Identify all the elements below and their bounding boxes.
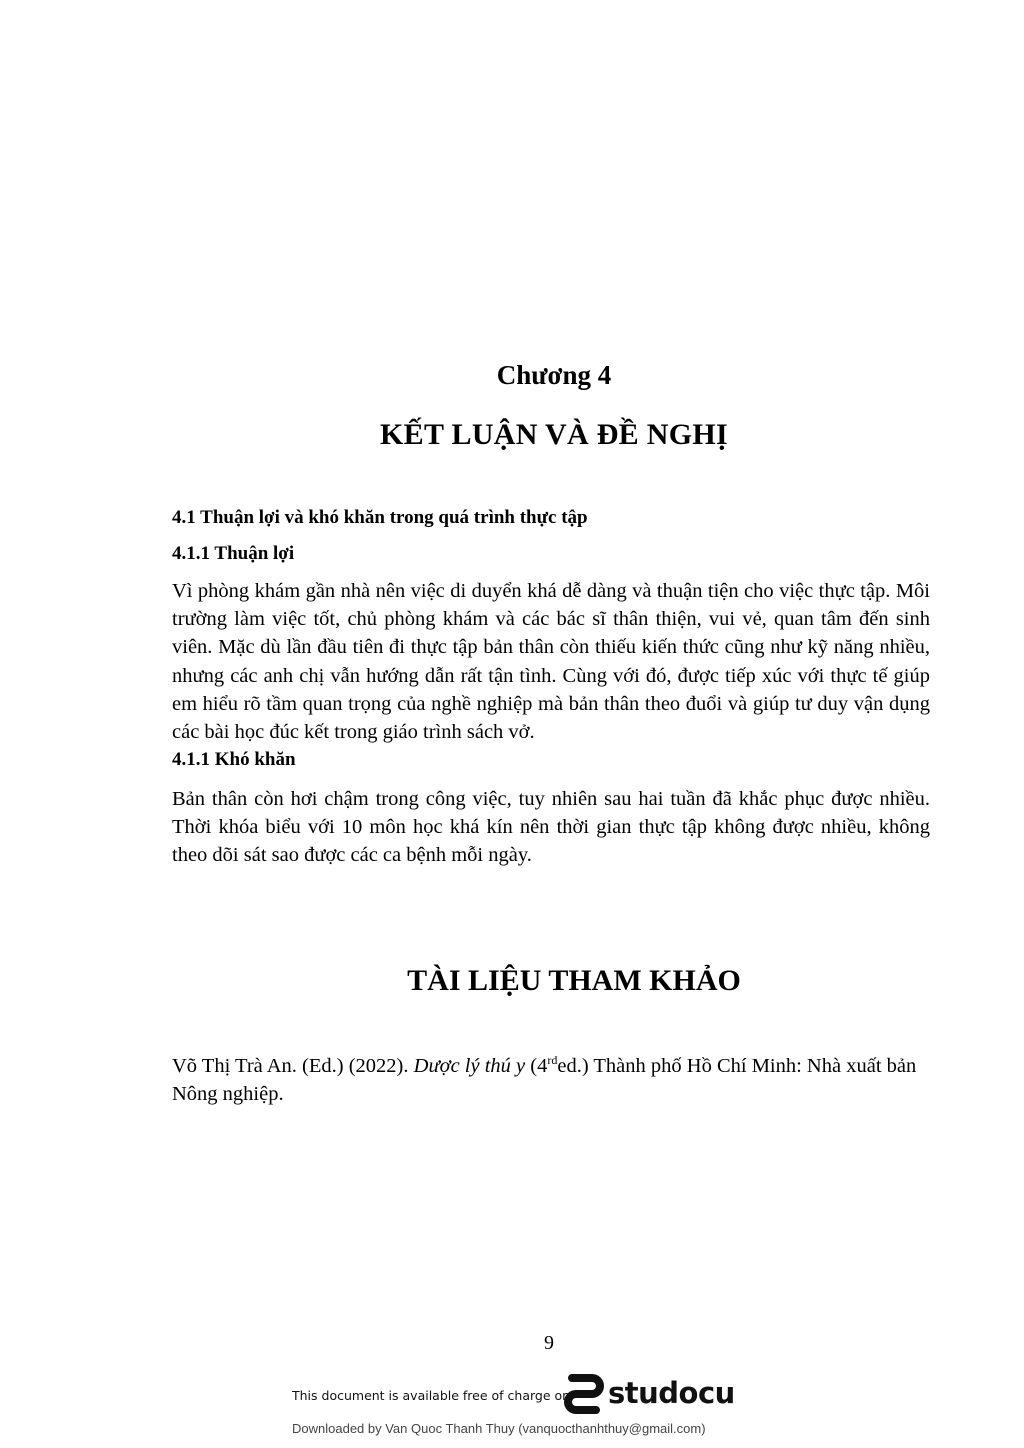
- subsection-heading-advantages: 4.1.1 Thuận lợi: [172, 543, 295, 564]
- subsection-heading-difficulties: 4.1.1 Khó khăn: [172, 749, 296, 770]
- chapter-label: Chương 4: [496, 360, 612, 390]
- references-title: TÀI LIỆU THAM KHẢO: [407, 964, 741, 997]
- reference-edition-open: (4: [525, 1055, 548, 1077]
- paragraph-advantages: Vì phòng khám gần nhà nên việc di duyển khá dễ dàng và thuận tiện cho việc thực tập. Môi trường làm việc tốt, chủ phòng khám và các bác sĩ thân thiện, vui vẻ, quan tâm đến sinh viên. Mặc dù lần đầu tiên đi thực tập bản thân còn thiếu kiến thức cũng như kỹ năng nhiều, nhưng các anh chị vẫn hướng dẫn rất tận tình. Cùng với đó, được tiếp xúc với thực tế giúp em hiểu rõ tầm quan trọng của nghề nghiệp mà bản thân theo đuổi và giúp tư duy vận dụng các bài học đúc kết trong giáo trình sách vở.: [172, 580, 930, 744]
- reference-rest: ed.) Thành phố Hồ Chí Minh: Nhà xuất bản Nông nghiệp.: [172, 1055, 917, 1106]
- promo-text: This document is available free of charge on: [292, 1388, 571, 1403]
- studocu-logo-icon: [564, 1374, 604, 1414]
- reference-edition-superscript: rd: [547, 1053, 558, 1068]
- download-attribution: Downloaded by Van Quoc Thanh Thuy (vanquocthanhthuy@gmail.com): [292, 1421, 706, 1436]
- section-heading-4-1: 4.1 Thuận lợi và khó khăn trong quá trình thực tập: [172, 507, 588, 528]
- studocu-logo-text: studocu: [608, 1376, 735, 1410]
- reference-book-title: Dược lý thú y: [413, 1055, 526, 1077]
- reference-prefix: Võ Thị Trà An. (Ed.) (2022).: [172, 1055, 414, 1077]
- chapter-title: KẾT LUẬN VÀ ĐỀ NGHỊ: [380, 418, 728, 451]
- reference-entry: [172, 1052, 930, 1108]
- paragraph-difficulties: Bản thân còn hơi chậm trong công việc, tuy nhiên sau hai tuần đã khắc phục được nhiều. Thời khóa biểu với 10 môn học khá kín nên thời gian thực tập không được nhiều, không theo dõi sát sao được các ca bệnh mỗi ngày.: [172, 788, 930, 867]
- footer-promo[interactable]: [292, 1372, 742, 1422]
- page-number: 9: [544, 1332, 554, 1354]
